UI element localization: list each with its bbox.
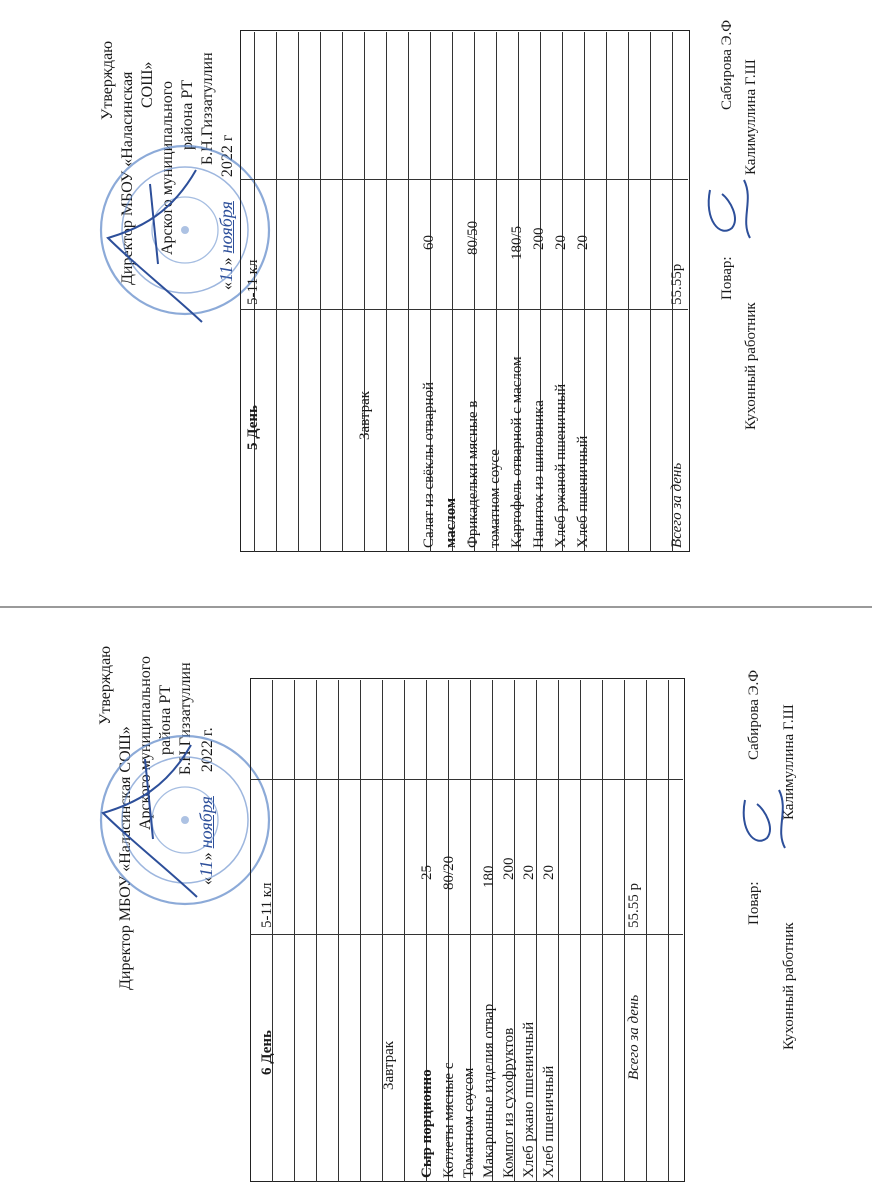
menu-item-weight: 20	[521, 865, 537, 880]
approval-date: «11» ноября 2022 г	[216, 134, 236, 290]
meal-label: Завтрак	[357, 390, 373, 440]
menu-item-weight: 60	[421, 235, 437, 250]
total-label: Всего за день	[669, 462, 685, 548]
cook-name: Сабирова Э.Ф	[719, 19, 735, 110]
menu-item-weight: 180	[481, 865, 497, 888]
menu-item-weight: 20	[541, 865, 557, 880]
menu-item-name: Сыр порционно	[419, 1069, 435, 1178]
approval-school: СОШ»	[139, 61, 156, 108]
approval-date-month: ноября	[216, 201, 236, 254]
director-signature	[95, 735, 205, 905]
approval-municipality: Арского муниципального	[137, 656, 154, 830]
menu-item-name: Фрикадельки мясные в	[465, 400, 481, 548]
approval-date-day: 11	[196, 860, 216, 877]
approval-municipality: Арского муниципального	[159, 81, 176, 255]
table-day-title: 5 День	[245, 405, 261, 450]
approval-region: района РТ	[179, 79, 196, 150]
menu-item-name: Томатном соусом	[461, 1067, 477, 1178]
menu-item-weight: 200	[501, 857, 517, 880]
menu-item-name: маслом	[443, 497, 459, 548]
worker-label: Кухонный работник	[743, 302, 759, 430]
worker-label: Кухонный работник	[781, 922, 797, 1050]
menu-item-name: Салат из свёклы отварной	[421, 381, 437, 548]
total-value: 55.55р	[669, 263, 685, 305]
menu-item-name: Хлеб ржано пшеничный	[521, 1021, 537, 1178]
cook-name: Сабирова Э.Ф	[746, 669, 762, 760]
meal-label: Завтрак	[381, 1040, 397, 1090]
menu-day-6	[0, 615, 872, 1195]
table-day-title: 6 День	[259, 1030, 275, 1075]
approval-director: Директор МБОУ «Наласинская	[119, 71, 136, 285]
approval-director-name: Б.Н.Гиззатуллин	[199, 52, 216, 165]
approval-date: «11» ноября 2022 г.	[196, 727, 216, 885]
approval-director: Директор МБОУ «Наласинская СОШ»	[117, 726, 134, 990]
menu-item-name: Макаронные изделия отвар	[481, 1003, 497, 1178]
menu-item-name: Котлеты мясные с	[441, 1062, 457, 1178]
table-class-label: 5-11 кл	[245, 259, 261, 305]
table-class-label: 5-11 кл	[259, 882, 275, 928]
total-value: 55.55 р	[626, 883, 642, 928]
worker-name: Калимуллина Г.Ш	[781, 704, 797, 820]
menu-item-weight: 200	[531, 227, 547, 250]
approval-title: Утверждаю	[99, 40, 116, 120]
menu-item-name: Картофель отварной с маслом	[509, 356, 525, 548]
cook-signature	[735, 780, 795, 860]
cook-label: Повар:	[719, 256, 735, 300]
director-signature	[100, 160, 210, 330]
menu-item-name: Хлеб пшеничный	[541, 1065, 557, 1178]
menu-item-weight: 20	[575, 235, 591, 250]
menu-item-weight: 20	[553, 235, 569, 250]
menu-item-name: Компот из сухофруктов	[501, 1027, 517, 1178]
page-fold-line	[0, 606, 872, 608]
approval-title: Утверждаю	[97, 645, 114, 725]
menu-item-weight: 80/50	[465, 220, 481, 255]
menu-item-name: Напиток из шиповника	[531, 400, 547, 548]
menu-item-weight: 80/20	[441, 855, 457, 890]
approval-date-month: ноября	[196, 796, 216, 849]
menu-item-name: томатном соусе	[487, 449, 503, 548]
cook-label: Повар:	[746, 881, 762, 925]
total-label: Всего за день	[626, 994, 642, 1080]
approval-region: района РТ	[157, 684, 174, 755]
menu-item-name: Хлеб ржаной пшеничный	[553, 383, 569, 548]
menu-item-name: Хлеб пшеничный	[575, 435, 591, 548]
menu-item-weight: 25	[419, 865, 435, 880]
cook-signature	[700, 170, 760, 250]
approval-date-day: 11	[216, 265, 236, 282]
worker-name: Калимуллина Г.Ш	[743, 59, 759, 175]
menu-item-weight: 180/5	[509, 225, 525, 260]
approval-director-name: Б.Н.Гиззатуллин	[177, 662, 194, 775]
